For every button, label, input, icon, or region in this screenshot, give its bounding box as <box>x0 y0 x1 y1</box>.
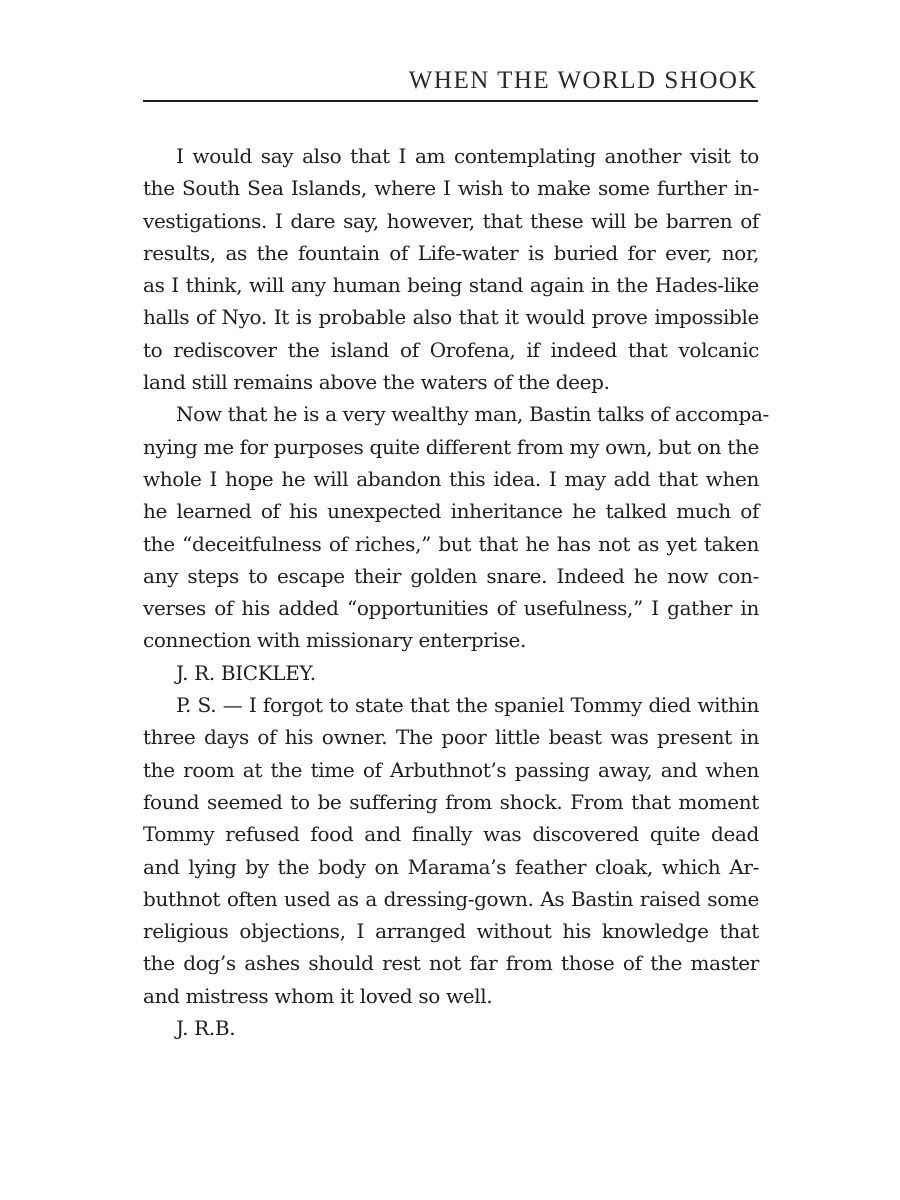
text-line: verses of his added “opportunities of usefulness,” I gather in <box>143 596 759 621</box>
text-line: three days of his owner. The poor little beast was present in <box>143 725 759 750</box>
text-line: halls of Nyo. It is probable also that it would prove impossible <box>143 305 759 330</box>
text-line: any steps to escape their golden snare. Indeed he now con- <box>143 563 759 588</box>
running-head: WHEN THE WORLD SHOOK <box>408 67 758 94</box>
text-line: I would say also that I am contemplating another visit to <box>176 144 759 168</box>
text-line: to rediscover the island of Orofena, if indeed that volcanic <box>143 337 759 362</box>
text-line: religious objections, I arranged without his knowledge that <box>143 919 759 944</box>
text-line: and lying by the body on Marama’s feather cloak, which Ar- <box>143 854 759 879</box>
text-line: the dog’s ashes should rest not far from those of the master <box>143 951 759 976</box>
text-line: and mistress whom it loved so well. <box>143 983 493 1008</box>
text-line: he learned of his unexpected inheritance he talked much of <box>143 499 759 524</box>
body-text <box>143 140 769 1044</box>
signature: J. R. BICKLEY. <box>176 660 316 685</box>
text-line: land still remains above the waters of the deep. <box>143 370 610 395</box>
signature-initials: J. R.B. <box>176 1016 236 1041</box>
header-rule <box>143 100 758 102</box>
text-line: connection with missionary enterprise. <box>143 628 526 653</box>
text-line: P. S. — I forgot to state that the spaniel Tommy died within <box>176 693 759 718</box>
text-line: Now that he is a very wealthy man, Bastin talks of accompa- <box>176 402 769 427</box>
text-line: found seemed to be suffering from shock. From that moment <box>143 789 759 814</box>
text-line: results, as the fountain of Life-water is buried for ever, nor, <box>143 240 759 265</box>
text-line: the South Sea Islands, where I wish to make some further in- <box>143 176 759 201</box>
text-line: the room at the time of Arbuthnot’s passing away, and when <box>143 757 759 782</box>
text-line: whole I hope he will abandon this idea. I may add that when <box>143 466 759 491</box>
text-line: vestigations. I dare say, however, that these will be barren of <box>143 208 759 233</box>
text-line: nying me for purposes quite different from my own, but on the <box>143 434 759 459</box>
text-line: as I think, will any human being stand again in the Hades-like <box>143 273 759 298</box>
text-line: the “deceitfulness of riches,” but that he has not as yet taken <box>143 531 759 556</box>
text-line: Tommy refused food and finally was discovered quite dead <box>143 822 759 847</box>
text-line: buthnot often used as a dressing-gown. As Bastin raised some <box>143 886 759 911</box>
